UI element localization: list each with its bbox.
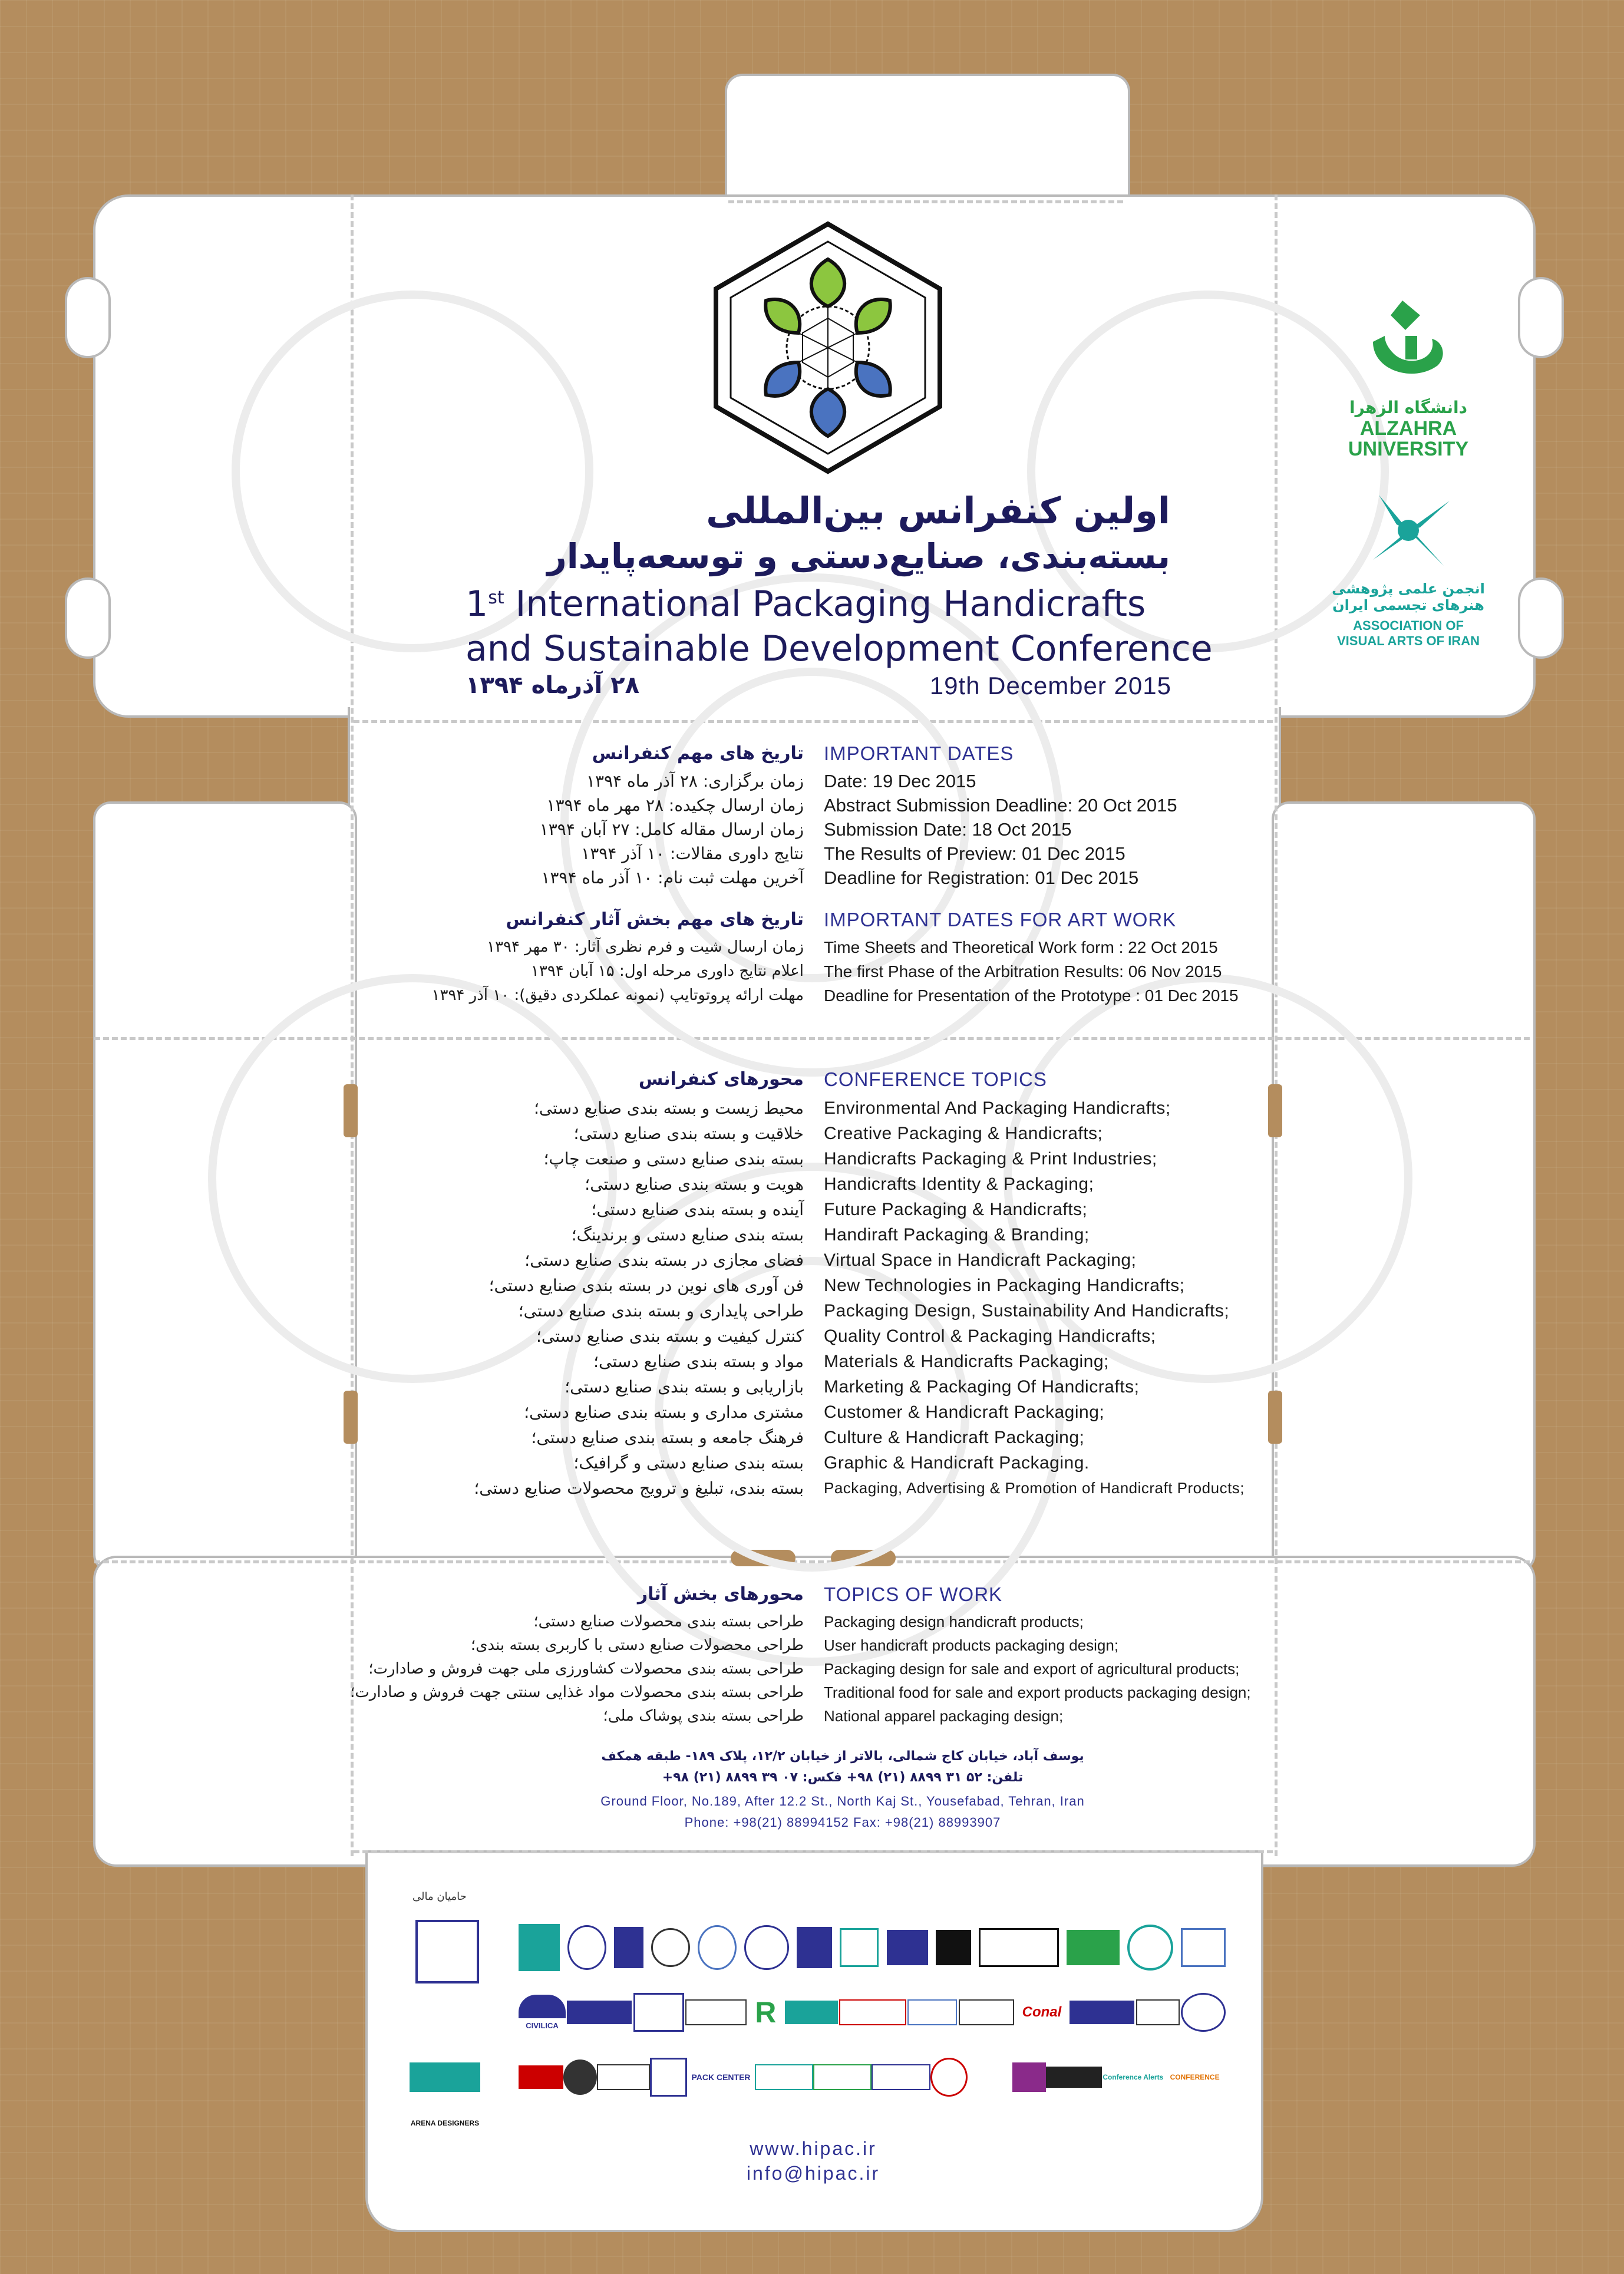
sponsor-row (519, 1921, 1226, 1974)
sponsor-logo (1181, 1993, 1226, 2032)
alzahra-emblem-icon (1349, 295, 1467, 395)
work-topics-en (824, 1583, 1272, 1728)
alzahra-name-en-1: ALZAHRA (1359, 417, 1457, 440)
association-name-fa-2: هنرهای تجسمی ایران (1332, 597, 1484, 613)
art-date-line-en: Deadline for Presentation of the Prototype : 01 Dec 2015 (824, 986, 1239, 1005)
work-topics-fa (350, 1583, 804, 1728)
sponsor-logo: Conference Alerts (1103, 2073, 1164, 2081)
important-dates-en (824, 741, 1272, 890)
topic-line-fa: فرهنگ جامعه و بسته بندی صنایع دستی؛ (531, 1428, 804, 1447)
sponsor-logo (1070, 2001, 1134, 2024)
topic-line-fa: بسته بندی، تبلیغ و ترویج محصولات صنایع دستی؛ (474, 1478, 804, 1498)
sponsor-logo (839, 1999, 906, 2025)
sponsor-logo (755, 2064, 813, 2090)
topic-line-en: Culture & Handicraft Packaging; (824, 1428, 1085, 1447)
phone-fa: تلفن: ۵۲ ۳۱ ۸۸۹۹ (۲۱) ۹۸+ فکس: ۰۷ ۳۹ ۸۸۹۹ (۲۱) ۹۸+ (662, 1770, 1024, 1785)
sponsor-logo (567, 1925, 606, 1970)
title-en-sup: st (488, 588, 504, 608)
sponsor-logo: CIVILICA (519, 1995, 566, 2030)
sponsor-logo (519, 1924, 560, 1971)
sponsor-logo (887, 1930, 928, 1965)
alzahra-logo (1326, 295, 1491, 461)
sponsor-logo (597, 2064, 650, 2090)
work-topic-line-en: Traditional food for sale and export products packaging design; (824, 1684, 1251, 1701)
topic-line-en: Quality Control & Packaging Handicrafts; (824, 1326, 1156, 1346)
topic-line-en: Packaging Design, Sustainability And Handicrafts; (824, 1301, 1230, 1321)
sponsor-logo (979, 1928, 1059, 1967)
date-line-en: The Results of Preview: 01 Dec 2015 (824, 843, 1125, 864)
topics-fa (356, 1067, 804, 1501)
art-dates-en (824, 907, 1272, 1008)
sponsor-logo (1181, 1928, 1226, 1967)
association-emblem-icon (1355, 483, 1461, 577)
date-line-en: Abstract Submission Deadline: 20 Oct 2015 (824, 795, 1177, 816)
topic-line-en: Customer & Handicraft Packaging; (824, 1402, 1105, 1422)
art-date-line-fa: اعلام نتایج داوری مرحله اول: ۱۵ آبان ۱۳۹۴ (530, 962, 804, 980)
topic-line-en: Handicrafts Packaging & Print Industries; (824, 1149, 1157, 1169)
sponsor-logo (685, 1999, 747, 2025)
sponsor-logo (907, 1999, 957, 2025)
topic-line-fa: مشتری مداری و بسته بندی صنایع دستی؛ (524, 1402, 804, 1422)
topic-line-fa: بسته بندی صنایع دستی و صنعت چاپ؛ (543, 1149, 804, 1169)
topic-line-fa: بسته بندی صنایع دستی و برندینگ؛ (571, 1225, 804, 1245)
sponsor-logo (650, 2058, 687, 2097)
association-logo (1320, 483, 1497, 649)
address-fa: یوسف آباد، خیابان کاج شمالی، بالاتر از خیابان ۱۲/۲، پلاک ۱۸۹- طبقه همکف (601, 1749, 1084, 1764)
topic-line-en: Packaging, Advertising & Promotion of Handicraft Products; (824, 1479, 1245, 1497)
topic-line-fa: فضای مجازی در بسته بندی صنایع دستی؛ (524, 1250, 804, 1270)
sponsor-row (519, 2051, 1226, 2104)
sponsor-logo: Conal (1022, 2004, 1062, 2020)
topic-line-en: Graphic & Handicraft Packaging. (824, 1453, 1090, 1473)
work-topic-line-fa: طراحی بسته بندی پوشاک ملی؛ (603, 1707, 804, 1725)
important-dates-heading-fa: تاریخ های مهم کنفرانس (592, 743, 804, 764)
date-line-fa: زمان ارسال مقاله کامل: ۲۷ آبان ۱۳۹۴ (539, 820, 804, 839)
work-topic-line-en: User handicraft products packaging design; (824, 1636, 1119, 1654)
topic-line-fa: کنترل کیفیت و بسته بندی صنایع دستی؛ (536, 1326, 804, 1346)
topic-line-en: Marketing & Packaging Of Handicrafts; (824, 1377, 1140, 1397)
sponsor-logo (651, 1928, 690, 1967)
address-en: Ground Floor, No.189, After 12.2 St., North Kaj St., Yousefabad, Tehran, Iran (600, 1794, 1085, 1808)
sponsor-logo: PACK CENTER (691, 2072, 751, 2082)
topic-line-en: Handiraft Packaging & Branding; (824, 1225, 1090, 1245)
work-topics-heading-en: TOPICS OF WORK (824, 1583, 1003, 1605)
topic-line-en: Creative Packaging & Handicrafts; (824, 1124, 1103, 1143)
sponsor-logo (813, 2064, 872, 2090)
important-dates-heading-en: IMPORTANT DATES (824, 742, 1014, 764)
title-fa-line1: اولین کنفرانس بین‌المللی (706, 489, 1170, 532)
topic-line-fa: آینده و بسته بندی صنایع دستی؛ (591, 1200, 804, 1219)
topic-line-en: Future Packaging & Handicrafts; (824, 1200, 1088, 1219)
date-line-fa: آخرین مهلت ثبت نام: ۱۰ آذر ماه ۱۳۹۴ (541, 868, 804, 887)
topic-line-fa: خلاقیت و بسته بندی صنایع دستی؛ (573, 1124, 804, 1143)
sponsor-logo (840, 1928, 879, 1967)
sponsor-logo (959, 1999, 1014, 2025)
important-dates-fa (356, 741, 804, 890)
work-topic-line-en: Packaging design for sale and export of agricultural products; (824, 1660, 1240, 1678)
work-topic-line-fa: طراحی محصولات صنایع دستی با کاربری بسته بندی؛ (470, 1636, 804, 1654)
financial-sponsor-logo: ARENA DESIGNERS (410, 2062, 480, 2127)
association-name-en-2: VISUAL ARTS OF IRAN (1336, 633, 1480, 648)
financial-sponsor-logo (418, 1992, 471, 2045)
sponsor-row (519, 1986, 1226, 2039)
sponsor-logo (563, 2060, 597, 2095)
topic-line-en: Virtual Space in Handicraft Packaging; (824, 1250, 1137, 1270)
title-en-number: 1 (466, 583, 488, 625)
conference-logo (701, 218, 955, 477)
sponsor-logo (744, 1925, 789, 1970)
work-topic-line-fa: طراحی بسته بندی محصولات صنایع دستی؛ (533, 1613, 804, 1631)
association-name-fa-1: انجمن علمی پژوهشی (1332, 580, 1485, 597)
topics-en (824, 1067, 1272, 1501)
sponsor-logo (968, 2062, 1012, 2092)
sponsor-logo (936, 1930, 971, 1965)
work-topic-line-fa: طراحی بسته بندی محصولات کشاورزی ملی جهت فروش و صادارت؛ (368, 1660, 804, 1678)
financial-sponsors-label: حامیان مالی (412, 1890, 467, 1903)
topics-heading-fa: محورهای کنفرانس (638, 1069, 804, 1090)
topic-line-fa: محیط زیست و بسته بندی صنایع دستی؛ (534, 1098, 804, 1118)
alzahra-name-fa: دانشگاه الزهرا (1349, 398, 1467, 417)
topic-line-en: Environmental And Packaging Handicrafts; (824, 1098, 1171, 1118)
work-topic-line-en: Packaging design handicraft products; (824, 1613, 1084, 1631)
sponsor-logo (614, 1927, 643, 1968)
sponsor-logo (698, 1925, 737, 1970)
email-link[interactable]: info@hipac.ir (746, 2163, 880, 2184)
sponsor-logo (519, 2065, 563, 2089)
topics-heading-en: CONFERENCE TOPICS (824, 1068, 1047, 1090)
financial-sponsor-logo (415, 1920, 479, 1983)
topic-line-fa: فن آوری های نوین در بسته بندی صنایع دستی؛ (488, 1276, 804, 1295)
sponsor-logo (567, 2001, 632, 2024)
association-name-en-1: ASSOCIATION OF (1353, 618, 1464, 633)
sponsor-logo: CONFERENCE (1170, 2073, 1220, 2081)
date-en: 19th December 2015 (929, 672, 1171, 699)
topic-line-en: Materials & Handicrafts Packaging; (824, 1352, 1109, 1371)
date-line-fa: زمان برگزاری: ۲۸ آذر ماه ۱۳۹۴ (586, 771, 804, 791)
topic-line-en: New Technologies in Packaging Handicrafts; (824, 1276, 1185, 1295)
date-line-fa: نتایج داوری مقالات: ۱۰ آذر ۱۳۹۴ (581, 844, 804, 863)
phone-en: Phone: +98(21) 88994152 Fax: +98(21) 88993907 (684, 1815, 1001, 1830)
art-date-line-fa: زمان ارسال شیت و فرم نظری آثار: ۳۰ مهر ۱۳۹۴ (487, 938, 804, 956)
art-date-line-fa: مهلت ارائه پروتوتایپ (نمونه عملکردی دقیق): ۱۰ آذر ۱۳۹۴ (431, 986, 804, 1004)
title-fa-line2: بسته‌بندی، صنایع‌دستی و توسعه‌پایدار (547, 536, 1170, 576)
art-dates-fa (356, 907, 804, 1008)
topic-line-en: Handicrafts Identity & Packaging; (824, 1174, 1094, 1194)
art-dates-heading-fa: تاریخ های مهم بخش آثار کنفرانس (506, 909, 804, 930)
art-date-line-en: Time Sheets and Theoretical Work form : 22 Oct 2015 (824, 938, 1218, 956)
work-topic-line-fa: طراحی بسته بندی محصولات مواد غذایی سنتی جهت فروش و صادارت؛ (350, 1684, 804, 1701)
sponsor-logo (1127, 1925, 1173, 1971)
sponsor-logo (797, 1927, 832, 1968)
sponsor-logo: R (755, 1996, 777, 2029)
date-line-en: Submission Date: 18 Oct 2015 (824, 819, 1072, 840)
title-en-line1 (466, 583, 1146, 625)
title-en-line2: and Sustainable Development Conference (466, 628, 1213, 669)
topic-line-fa: طراحی پایداری و بسته بندی صنایع دستی؛ (518, 1301, 804, 1321)
sponsor-grid (519, 1921, 1226, 2104)
sponsor-logo (1136, 1999, 1180, 2025)
sponsor-logo (785, 2001, 838, 2024)
topic-line-fa: بسته بندی صنایع دستی و گرافیک؛ (573, 1453, 804, 1473)
topic-line-fa: هویت و بسته بندی صنایع دستی؛ (585, 1174, 804, 1194)
sponsor-logo (1012, 2062, 1046, 2092)
art-date-line-en: The first Phase of the Arbitration Results: 06 Nov 2015 (824, 962, 1222, 981)
topic-line-fa: مواد و بسته بندی صنایع دستی؛ (593, 1352, 804, 1371)
sponsor-logo (633, 1993, 684, 2032)
date-line-en: Deadline for Registration: 01 Dec 2015 (824, 867, 1139, 888)
title-en-rest: International Packaging Handicrafts (504, 583, 1146, 625)
alzahra-name-en-2: UNIVERSITY (1348, 438, 1469, 460)
date-fa: ۲۸ آذرماه ۱۳۹۴ (466, 672, 639, 699)
work-topics-heading-fa: محورهای بخش آثار (637, 1584, 804, 1605)
website-link[interactable]: www.hipac.ir (750, 2138, 877, 2159)
sponsor-logo (1067, 1930, 1120, 1965)
date-line-fa: زمان ارسال چکیده: ۲۸ مهر ماه ۱۳۹۴ (546, 796, 804, 815)
date-line-en: Date: 19 Dec 2015 (824, 771, 976, 791)
art-dates-heading-en: IMPORTANT DATES FOR ART WORK (824, 909, 1177, 930)
sponsor-logo (872, 2064, 930, 2090)
sponsor-logo (930, 2058, 968, 2097)
sponsor-logo (1046, 2067, 1102, 2088)
topic-line-fa: بازاریابی و بسته بندی صنایع دستی؛ (565, 1377, 804, 1397)
work-topic-line-en: National apparel packaging design; (824, 1707, 1064, 1725)
